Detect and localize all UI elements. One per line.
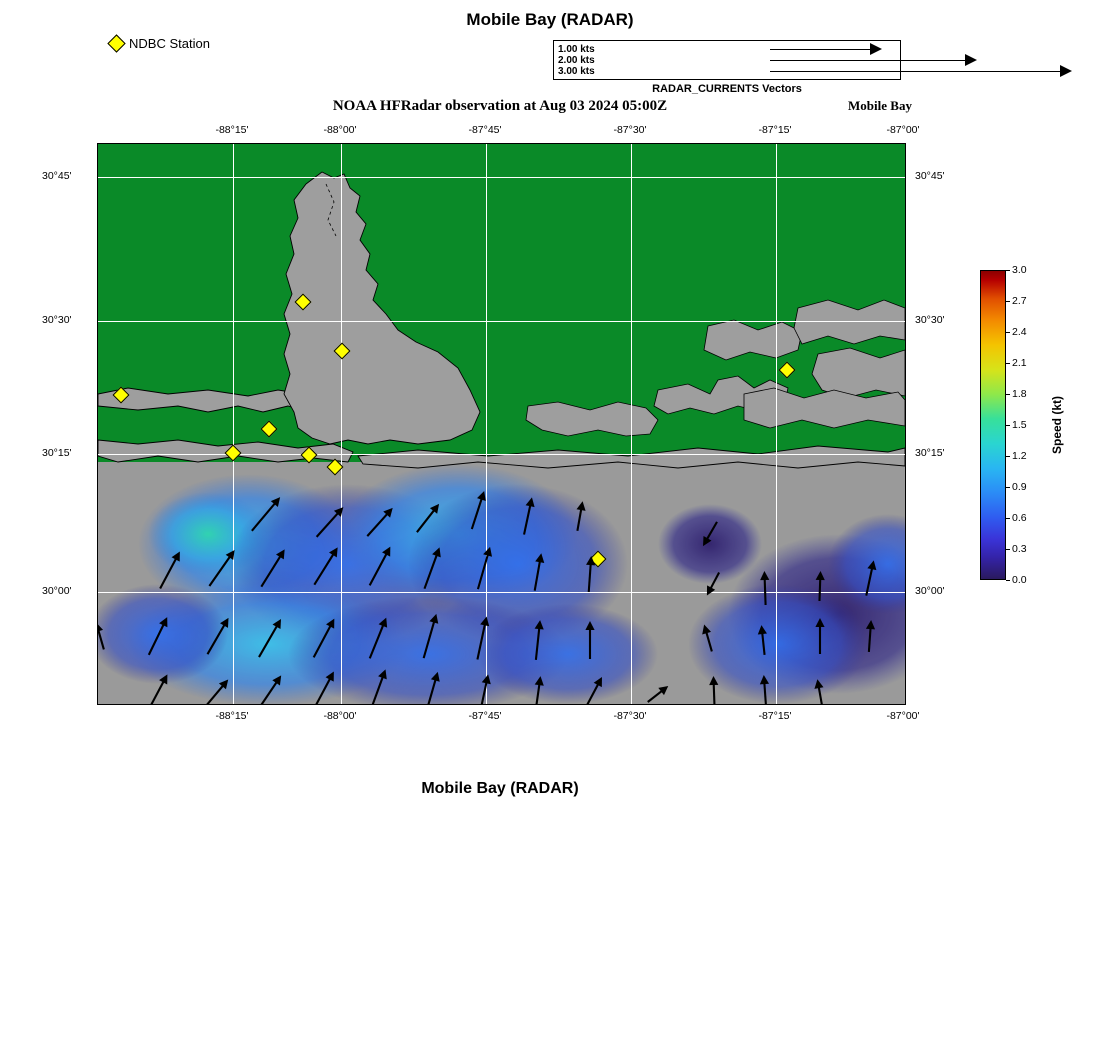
current-vector-arrow	[467, 490, 488, 531]
current-vector-arrow	[255, 673, 285, 704]
current-vector-arrow	[573, 500, 587, 531]
colorbar-tick-11	[1006, 580, 1010, 581]
colorbar-gradient	[980, 270, 1006, 580]
vector-scale-key	[553, 40, 901, 80]
colorbar-tick-7	[1006, 456, 1010, 457]
colorbar-tick-label-7: 1.2	[1012, 450, 1027, 462]
current-vector-arrow	[815, 618, 824, 654]
colorbar-title: Speed (kt)	[1050, 395, 1064, 455]
lon-tick-bottom-5: -87°15'	[758, 710, 792, 722]
bottom-title: Mobile Bay (RADAR)	[421, 780, 579, 797]
current-vector-arrow	[700, 623, 717, 652]
vector-key-label-2: 2.00 kts	[558, 55, 595, 66]
current-vector-arrow	[699, 520, 721, 549]
vector-key-line-1	[770, 49, 870, 50]
current-vector-arrow	[366, 544, 395, 587]
lat-tick-left-4: 30°00'	[42, 585, 72, 597]
colorbar-tick-9	[1006, 518, 1010, 519]
current-vector-arrow	[156, 549, 184, 590]
current-vector-arrow	[145, 615, 172, 657]
lat-tick-right-3: 30°15'	[915, 447, 945, 459]
current-vector-arrow	[474, 546, 495, 591]
current-vector-arrow	[585, 621, 594, 659]
lat-tick-left-1: 30°45'	[42, 170, 72, 182]
colorbar-tick-5	[1006, 394, 1010, 395]
current-vector-arrow	[864, 620, 875, 653]
vector-key-label-1: 1.00 kts	[558, 44, 595, 55]
current-vector-arrow	[366, 668, 390, 704]
colorbar-tick-label-5: 1.8	[1012, 388, 1027, 400]
colorbar-tick-label-6: 1.5	[1012, 419, 1027, 431]
current-vector-arrow	[419, 613, 441, 660]
lon-tick-bottom-6: -87°00'	[886, 710, 920, 722]
current-vector-arrow	[204, 616, 233, 657]
current-vector-arrow	[313, 504, 347, 540]
colorbar-tick-label-4: 2.1	[1012, 357, 1027, 369]
colorbar-tick-4	[1006, 363, 1010, 364]
current-vector-arrow	[248, 494, 283, 534]
lat-tick-left-2: 30°30'	[42, 314, 72, 326]
page-title: Mobile Bay (RADAR)	[466, 10, 634, 29]
lat-tick-right-4: 30°00'	[915, 585, 945, 597]
current-vector-arrow	[645, 682, 671, 704]
colorbar-tick-label-8: 0.9	[1012, 481, 1027, 493]
colorbar-tick-label-9: 0.6	[1012, 512, 1027, 524]
vector-key-arrowhead-2	[965, 54, 977, 66]
lon-tick-bottom-2: -88°00'	[323, 710, 357, 722]
lon-tick-top-3: -87°45'	[468, 124, 502, 136]
current-vector-arrow	[473, 616, 491, 661]
lon-tick-top-4: -87°30'	[613, 124, 647, 136]
colorbar-tick-8	[1006, 487, 1010, 488]
current-vector-arrow	[413, 501, 442, 535]
lon-tick-top-6: -87°00'	[886, 124, 920, 136]
current-vector-arrow	[310, 616, 339, 659]
lon-tick-top-2: -88°00'	[323, 124, 357, 136]
lat-tick-left-3: 30°15'	[42, 447, 72, 459]
colorbar-tick-label-10: 0.3	[1012, 543, 1027, 555]
colorbar-tick-10	[1006, 549, 1010, 550]
lat-tick-right-2: 30°30'	[915, 314, 945, 326]
colorbar-tick-label-2: 2.7	[1012, 295, 1027, 307]
current-vector-arrow	[200, 676, 231, 704]
current-vector-arrow	[584, 556, 596, 593]
observation-subtitle: NOAA HFRadar observation at Aug 03 2024 05:00Z	[332, 98, 668, 114]
lon-tick-bottom-1: -88°15'	[215, 710, 249, 722]
vector-key-line-2	[770, 60, 965, 61]
vector-key-caption: RADAR_CURRENTS Vectors	[652, 83, 802, 95]
current-vector-arrow	[760, 571, 770, 605]
colorbar-tick-6	[1006, 425, 1010, 426]
current-vector-arrow	[206, 547, 239, 588]
lat-tick-right-1: 30°45'	[915, 170, 945, 182]
lon-tick-top-1: -88°15'	[215, 124, 249, 136]
current-vector-arrow	[757, 625, 769, 656]
colorbar-tick-3	[1006, 332, 1010, 333]
colorbar-tick-label-11: 0.0	[1012, 574, 1027, 586]
colorbar-tick-1	[1006, 270, 1010, 271]
current-vector-arrow	[420, 546, 444, 590]
current-vector-arrow	[815, 571, 825, 601]
current-vector-arrow	[98, 621, 108, 650]
ndbc-station-legend	[110, 36, 210, 51]
diamond-marker-icon	[107, 34, 125, 52]
current-vector-arrow	[759, 675, 771, 704]
current-vector-arrow	[257, 547, 288, 589]
current-vector-arrow	[530, 552, 546, 591]
current-vector-arrow	[703, 570, 723, 597]
current-vector-arrow	[364, 505, 396, 539]
vector-key-arrowhead-1	[870, 43, 882, 55]
current-vector-arrow	[531, 620, 544, 661]
current-vector-arrow	[862, 559, 878, 596]
current-vector-arrow	[531, 676, 545, 704]
vector-key-line-3	[770, 71, 1060, 72]
current-vectors-layer	[98, 144, 905, 704]
colorbar-tick-label-1: 3.0	[1012, 264, 1027, 276]
lon-tick-bottom-4: -87°30'	[613, 710, 647, 722]
current-vector-arrow	[520, 496, 537, 535]
current-vector-arrow	[422, 671, 442, 704]
lon-tick-bottom-3: -87°45'	[468, 710, 502, 722]
vector-key-arrowhead-3	[1060, 65, 1072, 77]
colorbar-tick-2	[1006, 301, 1010, 302]
current-vector-arrow	[709, 676, 719, 704]
current-vector-arrow	[813, 678, 827, 704]
vector-key-label-3: 3.00 kts	[558, 66, 595, 77]
current-vector-arrow	[475, 673, 492, 704]
current-vector-arrow	[310, 669, 338, 704]
map-canvas[interactable]	[97, 143, 906, 705]
region-label: Mobile Bay	[848, 98, 912, 113]
current-vector-arrow	[255, 617, 285, 660]
current-vector-arrow	[582, 675, 606, 704]
lon-tick-top-5: -87°15'	[758, 124, 792, 136]
current-vector-arrow	[365, 616, 390, 660]
current-vector-arrow	[310, 545, 341, 587]
ndbc-legend-label: NDBC Station	[129, 36, 210, 51]
colorbar-tick-label-3: 2.4	[1012, 326, 1027, 338]
current-vector-arrow	[145, 672, 172, 704]
